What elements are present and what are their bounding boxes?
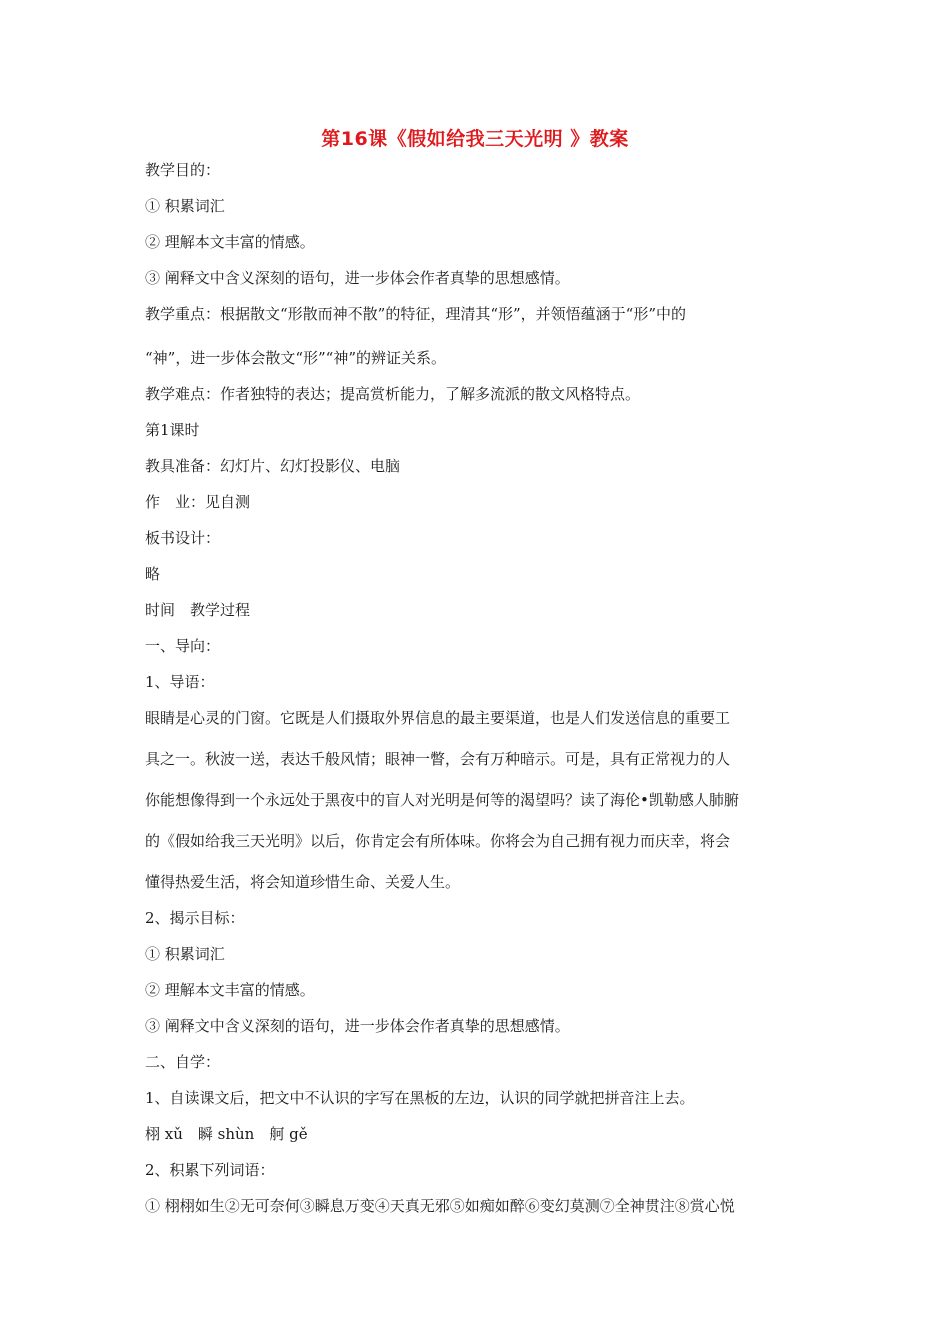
text-line: 栩 xǔ 瞬 shùn 舸 gě xyxy=(145,1125,308,1143)
text-line: 教学目的： xyxy=(145,161,221,179)
text-line: ② 理解本文丰富的情感。 xyxy=(145,233,315,251)
text-line: ③ 阐释文中含义深刻的语句，进一步体会作者真挚的思想感情。 xyxy=(145,1017,570,1035)
text-line: ① 积累词汇 xyxy=(145,197,225,215)
text-line: “神”，进一步体会散文“形”“神”的辨证关系。 xyxy=(145,349,447,367)
text-line: 略 xyxy=(145,565,161,583)
text-line: 作 业：见自测 xyxy=(145,493,251,511)
document-body xyxy=(145,160,807,1216)
text-line: 2、揭示目标： xyxy=(145,909,245,927)
text-line: 具之一。秋波一送，表达千般风情；眼神一瞥，会有万种暗示。可是，具有正常视力的人 xyxy=(145,750,731,768)
text-line: ③ 阐释文中含义深刻的语句，进一步体会作者真挚的思想感情。 xyxy=(145,269,570,287)
text-line: 第1课时 xyxy=(145,421,200,439)
text-line: 教学难点：作者独特的表达；提高赏析能力，了解多流派的散文风格特点。 xyxy=(145,385,641,403)
text-line: 板书设计： xyxy=(145,529,221,547)
text-line: 懂得热爱生活，将会知道珍惜生命、关爱人生。 xyxy=(145,873,461,891)
text-line: 1、自读课文后，把文中不认识的字写在黑板的左边，认识的同学就把拼音注上去。 xyxy=(145,1089,695,1107)
text-line: ② 理解本文丰富的情感。 xyxy=(145,981,315,999)
text-line: 二、自学： xyxy=(145,1053,221,1071)
text-line: ① 栩栩如生②无可奈何③瞬息万变④天真无邪⑤如痴如醉⑥变幻莫测⑦全神贯注⑧赏心悦 xyxy=(145,1197,735,1215)
text-line: 教具准备：幻灯片、幻灯投影仪、电脑 xyxy=(145,457,401,475)
text-line: 眼睛是心灵的门窗。它既是人们摄取外界信息的最主要渠道，也是人们发送信息的重要工 xyxy=(145,709,731,727)
text-line: 时间 教学过程 xyxy=(145,601,251,619)
text-line: 的《假如给我三天光明》以后，你肯定会有所体味。你将会为自己拥有视力而庆幸，将会 xyxy=(145,832,731,850)
text-line: 教学重点：根据散文“形散而神不散”的特征，理清其“形”，并领悟蕴涵于“形”中的 xyxy=(145,305,687,323)
text-line: 一、导向： xyxy=(145,637,221,655)
text-line: 你能想像得到一个永远处于黑夜中的盲人对光明是何等的渴望吗？读了海伦•凯勒感人肺腑 xyxy=(145,791,739,809)
text-line: ① 积累词汇 xyxy=(145,945,225,963)
document-title: 第16课《假如给我三天光明 》教案 xyxy=(321,128,629,150)
text-line: 2、积累下列词语： xyxy=(145,1161,275,1179)
text-line: 1、导语： xyxy=(145,673,215,691)
